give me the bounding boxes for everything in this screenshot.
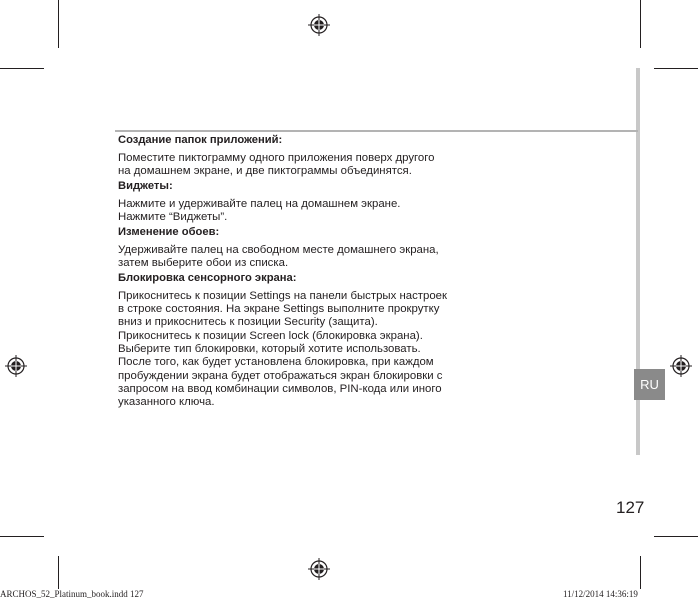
crop-mark-top-right-vertical	[640, 0, 641, 48]
section-body-widgets: Нажмите и удерживайте палец на домашнем экране. Нажмите “Виджеты”.	[118, 197, 401, 223]
crop-mark-bottom-left-horizontal	[0, 536, 44, 537]
registration-mark-icon	[670, 355, 692, 377]
registration-mark-icon	[308, 558, 330, 580]
language-tab: RU	[634, 369, 665, 400]
footer-file-name: ARCHOS_52_Platinum_book.indd 127	[0, 589, 144, 599]
crop-mark-bottom-left-vertical	[58, 556, 59, 589]
footer-timestamp: 11/12/2014 14:36:19	[563, 589, 638, 599]
crop-mark-bottom-right-vertical	[640, 556, 641, 589]
page-content	[118, 134, 448, 411]
section-heading-screen-lock: Блокировка сенсорного экрана:	[118, 272, 297, 285]
section-heading-widgets: Виджеты:	[118, 180, 173, 193]
page-number: 127	[616, 498, 645, 517]
section-heading-app-folders: Создание папок приложений:	[118, 134, 283, 146]
crop-mark-top-left-horizontal	[0, 68, 44, 69]
crop-mark-top-left-vertical	[58, 0, 59, 48]
crop-mark-top-right-horizontal	[654, 68, 698, 69]
crop-mark-bottom-right-horizontal	[654, 536, 698, 537]
section-body-app-folders: Поместите пиктограмму одного приложения поверх другого на домашнем экране, и две пиктограммы объединятся.	[118, 151, 435, 177]
section-body-screen-lock: Прикоснитесь к позиции Settings на панели быстрых настроек в строке состояния. На экране Settings выполните прокрутку вниз и прикоснитесь к позиции Security (защита). Прикоснитесь к позиции Screen lock (блокировка экрана). Выберите тип блокировки, который хотите использовать. После того, как будет установлена блокировка, при каждом пробуждении экрана будет отображаться экран блокировки с запросом на ввод комбинации символов, PIN-кода или иного указанного ключа.	[118, 289, 447, 409]
registration-mark-icon	[5, 355, 27, 377]
section-body-wallpaper: Удерживайте палец на свободном месте домашнего экрана, затем выберите обои из списка.	[118, 243, 439, 269]
top-rule	[115, 130, 638, 132]
registration-mark-icon	[308, 14, 330, 36]
section-heading-wallpaper: Изменение обоев:	[118, 226, 220, 239]
